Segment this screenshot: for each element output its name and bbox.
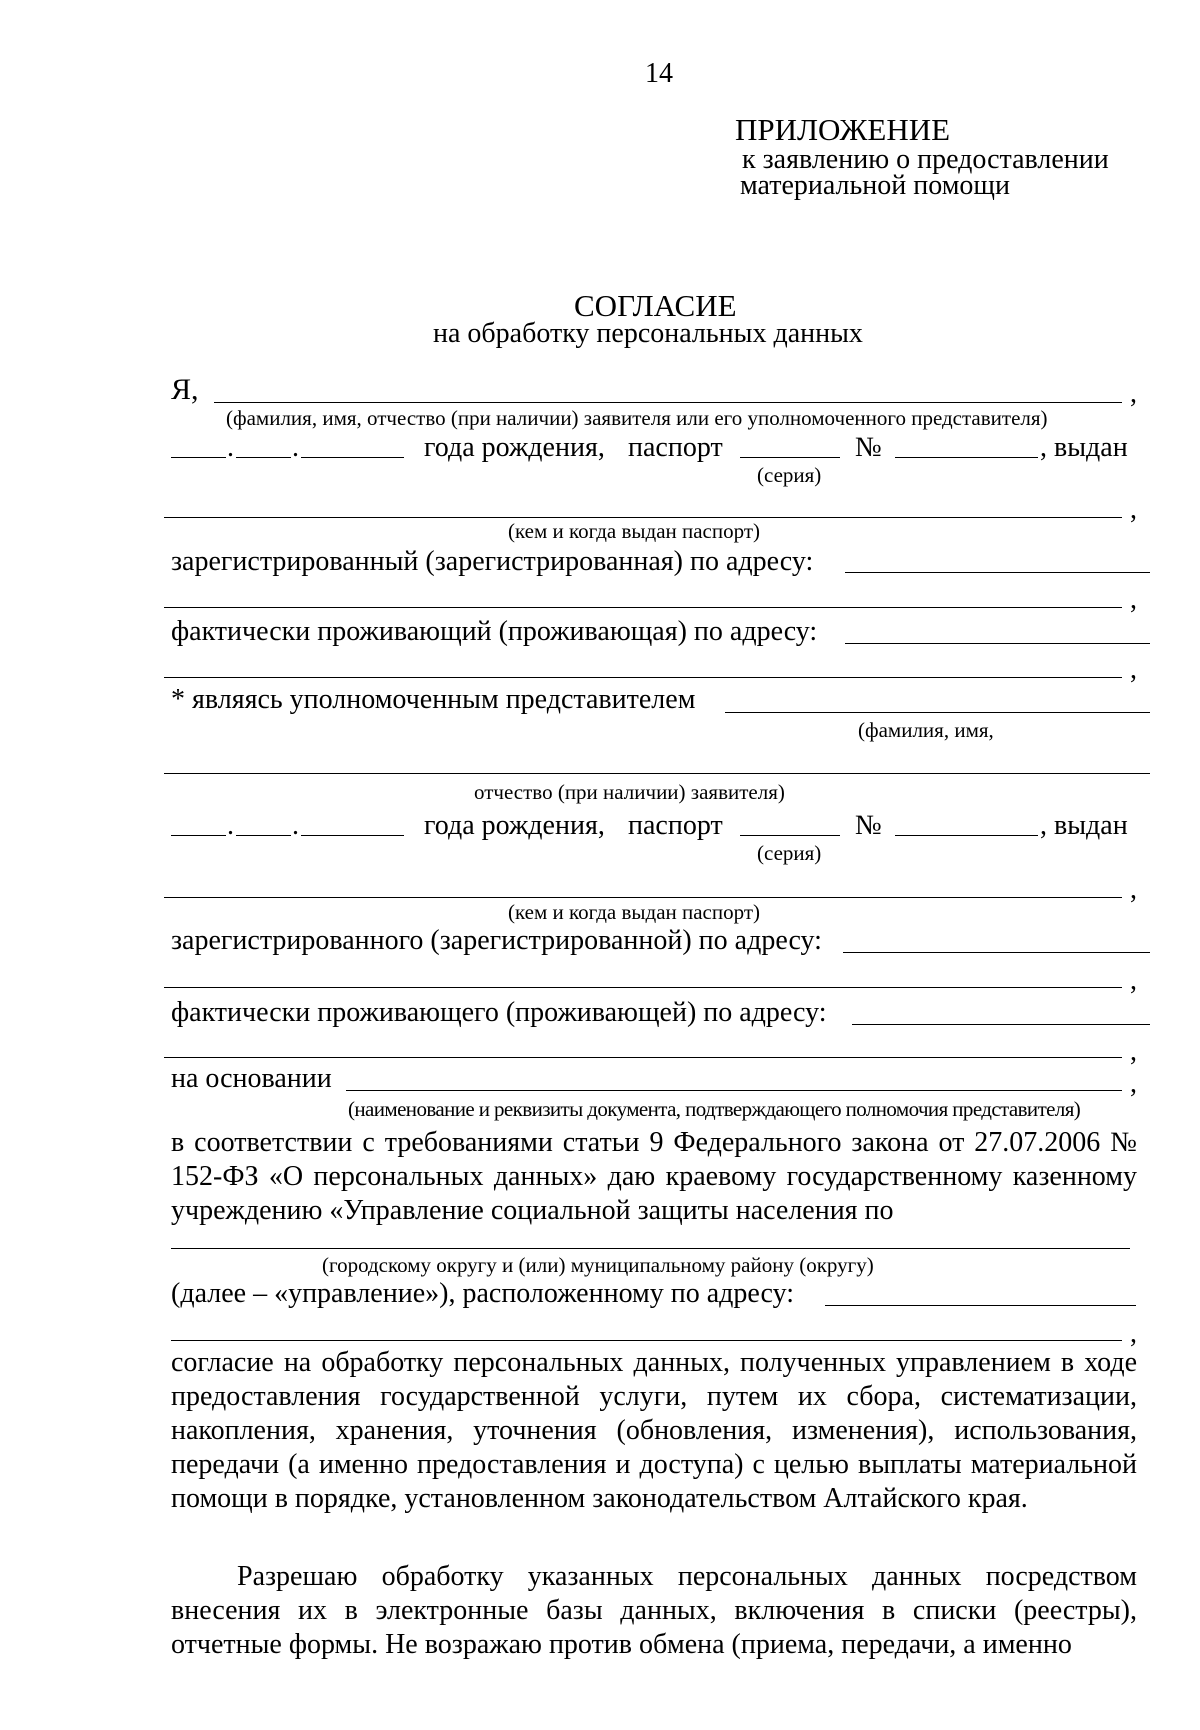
comma: ,	[1130, 965, 1137, 996]
passport-number-field[interactable]	[895, 457, 1038, 458]
date-dot-2: .	[292, 432, 299, 463]
ya-label: Я,	[171, 373, 199, 406]
issued-by-field[interactable]	[164, 517, 1122, 518]
comma: ,	[1130, 494, 1137, 525]
rep-passport-number-field[interactable]	[895, 835, 1038, 836]
consent-paragraph-2: согласие на обработку персональных данных, полученных управлением в ходе предоставления государственной услуги, путем их сбора, систематизации, накопления, хранения, уточнения (обновления, изменения), использования, передачи (а именно предоставления и доступа) с целью выплаты материальной помощи в порядке, установленном законодательством Алтайского края.	[171, 1347, 1137, 1514]
date-dot-1: .	[227, 432, 234, 463]
birth-label: года рождения,	[424, 432, 605, 463]
appendix-title: ПРИЛОЖЕНИЕ	[735, 112, 951, 147]
number-sign: №	[855, 810, 882, 841]
comma: ,	[1130, 1036, 1137, 1067]
rep-birth-month-field[interactable]	[236, 835, 291, 836]
applicant-name-field[interactable]	[214, 402, 1122, 403]
rep-registered-label: зарегистрированного (зарегистрированной) по адресу:	[171, 925, 822, 956]
appendix-line-2: материальной помощи	[740, 170, 1010, 201]
series-caption: (серия)	[757, 841, 822, 865]
series-caption: (серия)	[757, 463, 822, 487]
passport-label: паспорт	[628, 810, 723, 841]
appendix-line-1: к заявлению о предоставлении	[742, 144, 1109, 175]
rep-registered-address-field-2[interactable]	[164, 987, 1122, 988]
rep-birth-day-field[interactable]	[171, 835, 226, 836]
fio-caption: (фамилия, имя, отчество (при наличии) заявителя или его уполномоченного представителя)	[226, 406, 1048, 430]
comma: ,	[1130, 654, 1137, 685]
consent-paragraph-3: Разрешаю обработку указанных персональных данных посредством внесения их в электронные базы данных, включения в списки (реестры), отчетные формы. Не возражаю против обмена (приема, передачи, а именно	[171, 1561, 1137, 1660]
basis-label: на основании	[171, 1063, 332, 1094]
district-caption: (городскому округу и (или) муниципальному району (округу)	[322, 1253, 874, 1277]
representative-name-field[interactable]	[725, 712, 1150, 713]
located-label: (далее – «управление»), расположенному по адресу:	[171, 1278, 795, 1309]
birth-year-field[interactable]	[301, 457, 404, 458]
comma: ,	[1130, 1068, 1137, 1099]
actual-address-field-2[interactable]	[164, 677, 1122, 678]
number-sign: №	[855, 432, 882, 463]
rep-actual-address-field[interactable]	[852, 1024, 1150, 1025]
district-field[interactable]	[171, 1248, 1130, 1249]
rep-fio-caption-2: отчество (при наличии) заявителя)	[474, 780, 785, 804]
rep-passport-series-field[interactable]	[740, 835, 840, 836]
basis-field[interactable]	[346, 1090, 1122, 1091]
rep-issued-by-field[interactable]	[164, 897, 1122, 898]
birth-label: года рождения,	[424, 810, 605, 841]
consent-subtitle: на обработку персональных данных	[433, 318, 863, 349]
office-address-field[interactable]	[825, 1305, 1136, 1306]
date-dot-2: .	[292, 810, 299, 841]
representative-name-field-2[interactable]	[164, 773, 1150, 774]
rep-actual-address-label: фактически проживающего (проживающей) по адресу:	[171, 997, 827, 1028]
birth-month-field[interactable]	[236, 457, 291, 458]
date-dot-1: .	[227, 810, 234, 841]
registered-address-field[interactable]	[845, 572, 1150, 573]
issued-label: , выдан	[1040, 432, 1128, 463]
issued-by-caption: (кем и когда выдан паспорт)	[508, 900, 761, 924]
issued-label: , выдан	[1040, 810, 1128, 841]
passport-series-field[interactable]	[740, 457, 840, 458]
office-address-field-2[interactable]	[171, 1340, 1122, 1341]
comma: ,	[1130, 874, 1137, 905]
rep-fio-caption-1: (фамилия, имя,	[858, 718, 994, 742]
registered-address-field-2[interactable]	[164, 607, 1122, 608]
rep-registered-address-field[interactable]	[843, 952, 1150, 953]
representative-label: * являясь уполномоченным представителем	[171, 684, 696, 715]
consent-paragraph-1: в соответствии с требованиями статьи 9 Федерального закона от 27.07.2006 № 152-ФЗ «О персональных данных» даю краевому государственному казенному учреждению «Управление социальной защиты населения по	[171, 1127, 1137, 1226]
birth-day-field[interactable]	[171, 457, 226, 458]
comma: ,	[1130, 378, 1137, 409]
actual-address-field[interactable]	[845, 643, 1150, 644]
actual-address-label: фактически проживающий (проживающая) по адресу:	[171, 616, 818, 647]
rep-birth-year-field[interactable]	[301, 835, 404, 836]
registered-label: зарегистрированный (зарегистрированная) по адресу:	[171, 546, 814, 577]
consent-title: СОГЛАСИЕ	[574, 288, 737, 323]
comma: ,	[1130, 584, 1137, 615]
passport-label: паспорт	[628, 432, 723, 463]
rep-actual-address-field-2[interactable]	[164, 1057, 1122, 1058]
page-number: 14	[645, 58, 673, 89]
basis-caption: (наименование и реквизиты документа, подтверждающего полномочия представителя)	[348, 1097, 1081, 1121]
issued-by-caption: (кем и когда выдан паспорт)	[508, 519, 761, 543]
comma: ,	[1130, 1318, 1137, 1349]
